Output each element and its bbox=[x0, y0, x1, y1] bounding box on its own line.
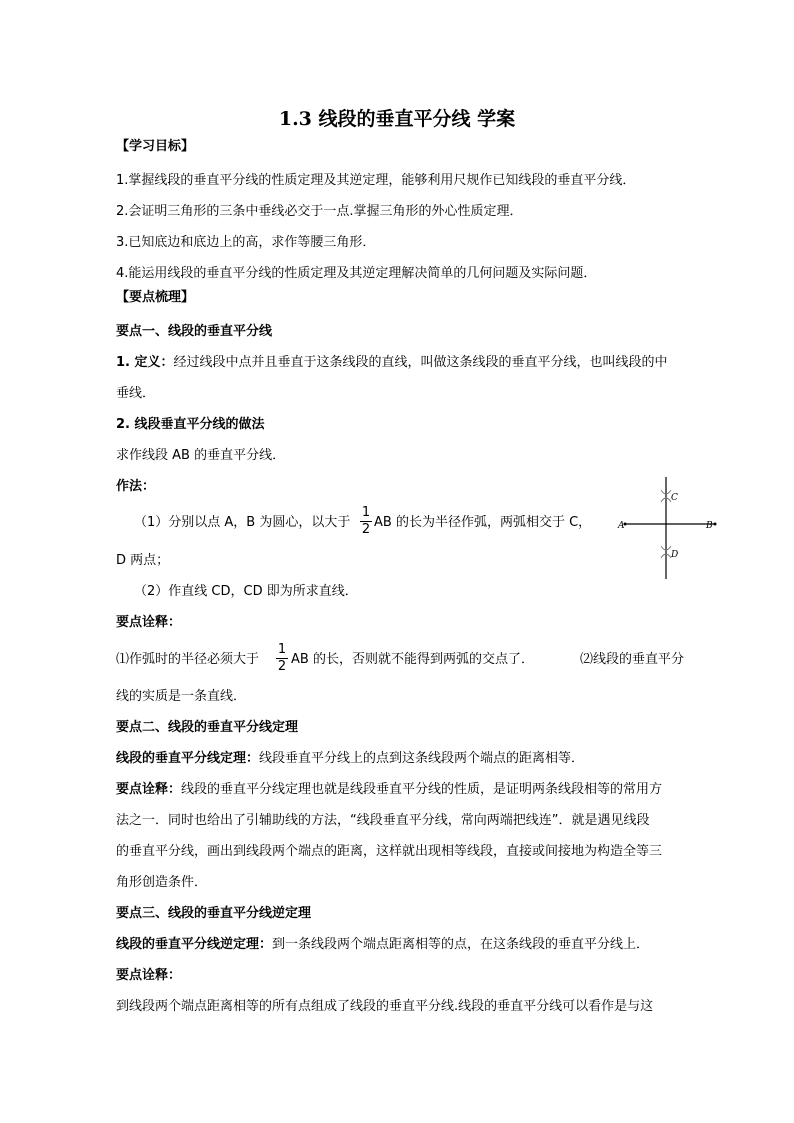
step1-text-a: （1）分别以点 A，B 为圆心，以大于 bbox=[134, 515, 351, 530]
note2-text-a: ⑵线段的垂直平分 bbox=[580, 652, 685, 667]
point2-note-line: 角形创造条件． bbox=[116, 875, 208, 890]
fraction-half bbox=[360, 506, 372, 537]
definition-line bbox=[116, 355, 668, 371]
goal-item: 1.掌握线段的垂直平分线的性质定理及其逆定理，能够利用尺规作已知线段的垂直平分线． bbox=[116, 173, 636, 188]
point3-theorem-label: 线段的垂直平分线逆定理： bbox=[116, 937, 273, 952]
point2-theorem bbox=[116, 751, 584, 767]
point2-note-line: 法之一．同时也给出了引辅助线的方法，“线段垂直平分线，常向两端把线连”．就是遇见线段 bbox=[116, 813, 650, 828]
point3-theorem bbox=[116, 937, 649, 953]
step2-text: （2）作直线 CD，CD 即为所求直线． bbox=[134, 584, 358, 599]
fraction-numerator: 1 bbox=[277, 642, 287, 657]
perpendicular-bisector-figure bbox=[615, 473, 725, 583]
point1-heading: 要点一、线段的垂直平分线 bbox=[116, 324, 273, 339]
page-title: 1.3 线段的垂直平分线 学案 bbox=[278, 108, 516, 130]
goal-item: 2.会证明三角形的三条中垂线必交于一点.掌握三角形的外心性质定理． bbox=[116, 204, 523, 219]
fraction-numerator: 1 bbox=[361, 505, 371, 520]
note1-text-b: AB 的长，否则就不能得到两弧的交点了． bbox=[291, 652, 534, 667]
point3-note-label: 要点诠释： bbox=[116, 968, 182, 983]
label-b: B bbox=[706, 521, 713, 531]
point2-note-label: 要点诠释： bbox=[116, 782, 182, 797]
point2-theorem-label: 线段的垂直平分线定理： bbox=[116, 751, 260, 766]
step1-text-b: AB 的长为半径作弧，两弧相交于 C， bbox=[374, 515, 592, 530]
fraction-denominator: 2 bbox=[277, 659, 287, 674]
label-d: D bbox=[671, 550, 679, 560]
point1-note-label: 要点诠释： bbox=[116, 615, 182, 630]
goal-item: 4.能运用线段的垂直平分线的性质定理及其逆定理解决简单的几何问题及实际问题． bbox=[116, 266, 597, 281]
point3-heading: 要点三、线段的垂直平分线逆定理 bbox=[116, 906, 312, 921]
step1-text-c: D 两点； bbox=[116, 553, 170, 568]
point3-theorem-text: 到一条线段两个端点距离相等的点，在这条线段的垂直平分线上． bbox=[272, 937, 650, 952]
method-label: 作法： bbox=[116, 479, 156, 494]
method-heading: 2. 线段垂直平分线的做法 bbox=[116, 417, 265, 432]
section-goals-heading: 【学习目标】 bbox=[116, 139, 195, 154]
method-task: 求作线段 AB 的垂直平分线． bbox=[116, 448, 286, 463]
point-b bbox=[714, 523, 717, 526]
definition-label: 1. 定义： bbox=[116, 355, 174, 370]
goal-item: 3.已知底边和底边上的高，求作等腰三角形． bbox=[116, 235, 376, 250]
fraction-half bbox=[276, 643, 288, 674]
section-points-heading: 【要点梳理】 bbox=[116, 290, 195, 305]
point2-note-line: 的垂直平分线，画出到线段两个端点的距离，这样就出现相等线段，直接或间接地为构造全等三 bbox=[116, 844, 663, 859]
label-a: A bbox=[618, 521, 625, 531]
point3-note-line: 到线段两个端点距离相等的所有点组成了线段的垂直平分线.线段的垂直平分线可以看作是与这 bbox=[116, 999, 654, 1014]
note1-text-a: ⑴作弧时的半径必须大于 bbox=[116, 652, 260, 667]
label-c: C bbox=[671, 493, 678, 503]
definition-text: 经过线段中点并且垂直于这条线段的直线，叫做这条线段的垂直平分线，也叫线段的中 bbox=[173, 355, 668, 370]
point2-theorem-text: 线段垂直平分线上的点到这条线段两个端点的距离相等． bbox=[259, 751, 585, 766]
fraction-denominator: 2 bbox=[361, 522, 371, 537]
point2-note-line bbox=[116, 782, 662, 798]
point2-note-text: 线段的垂直平分线定理也就是线段垂直平分线的性质，是证明两条线段相等的常用方 bbox=[181, 782, 663, 797]
definition-text-cont: 垂线． bbox=[116, 386, 156, 401]
point2-heading: 要点二、线段的垂直平分线定理 bbox=[116, 720, 299, 735]
note2-text-b: 线的实质是一条直线． bbox=[116, 689, 247, 704]
